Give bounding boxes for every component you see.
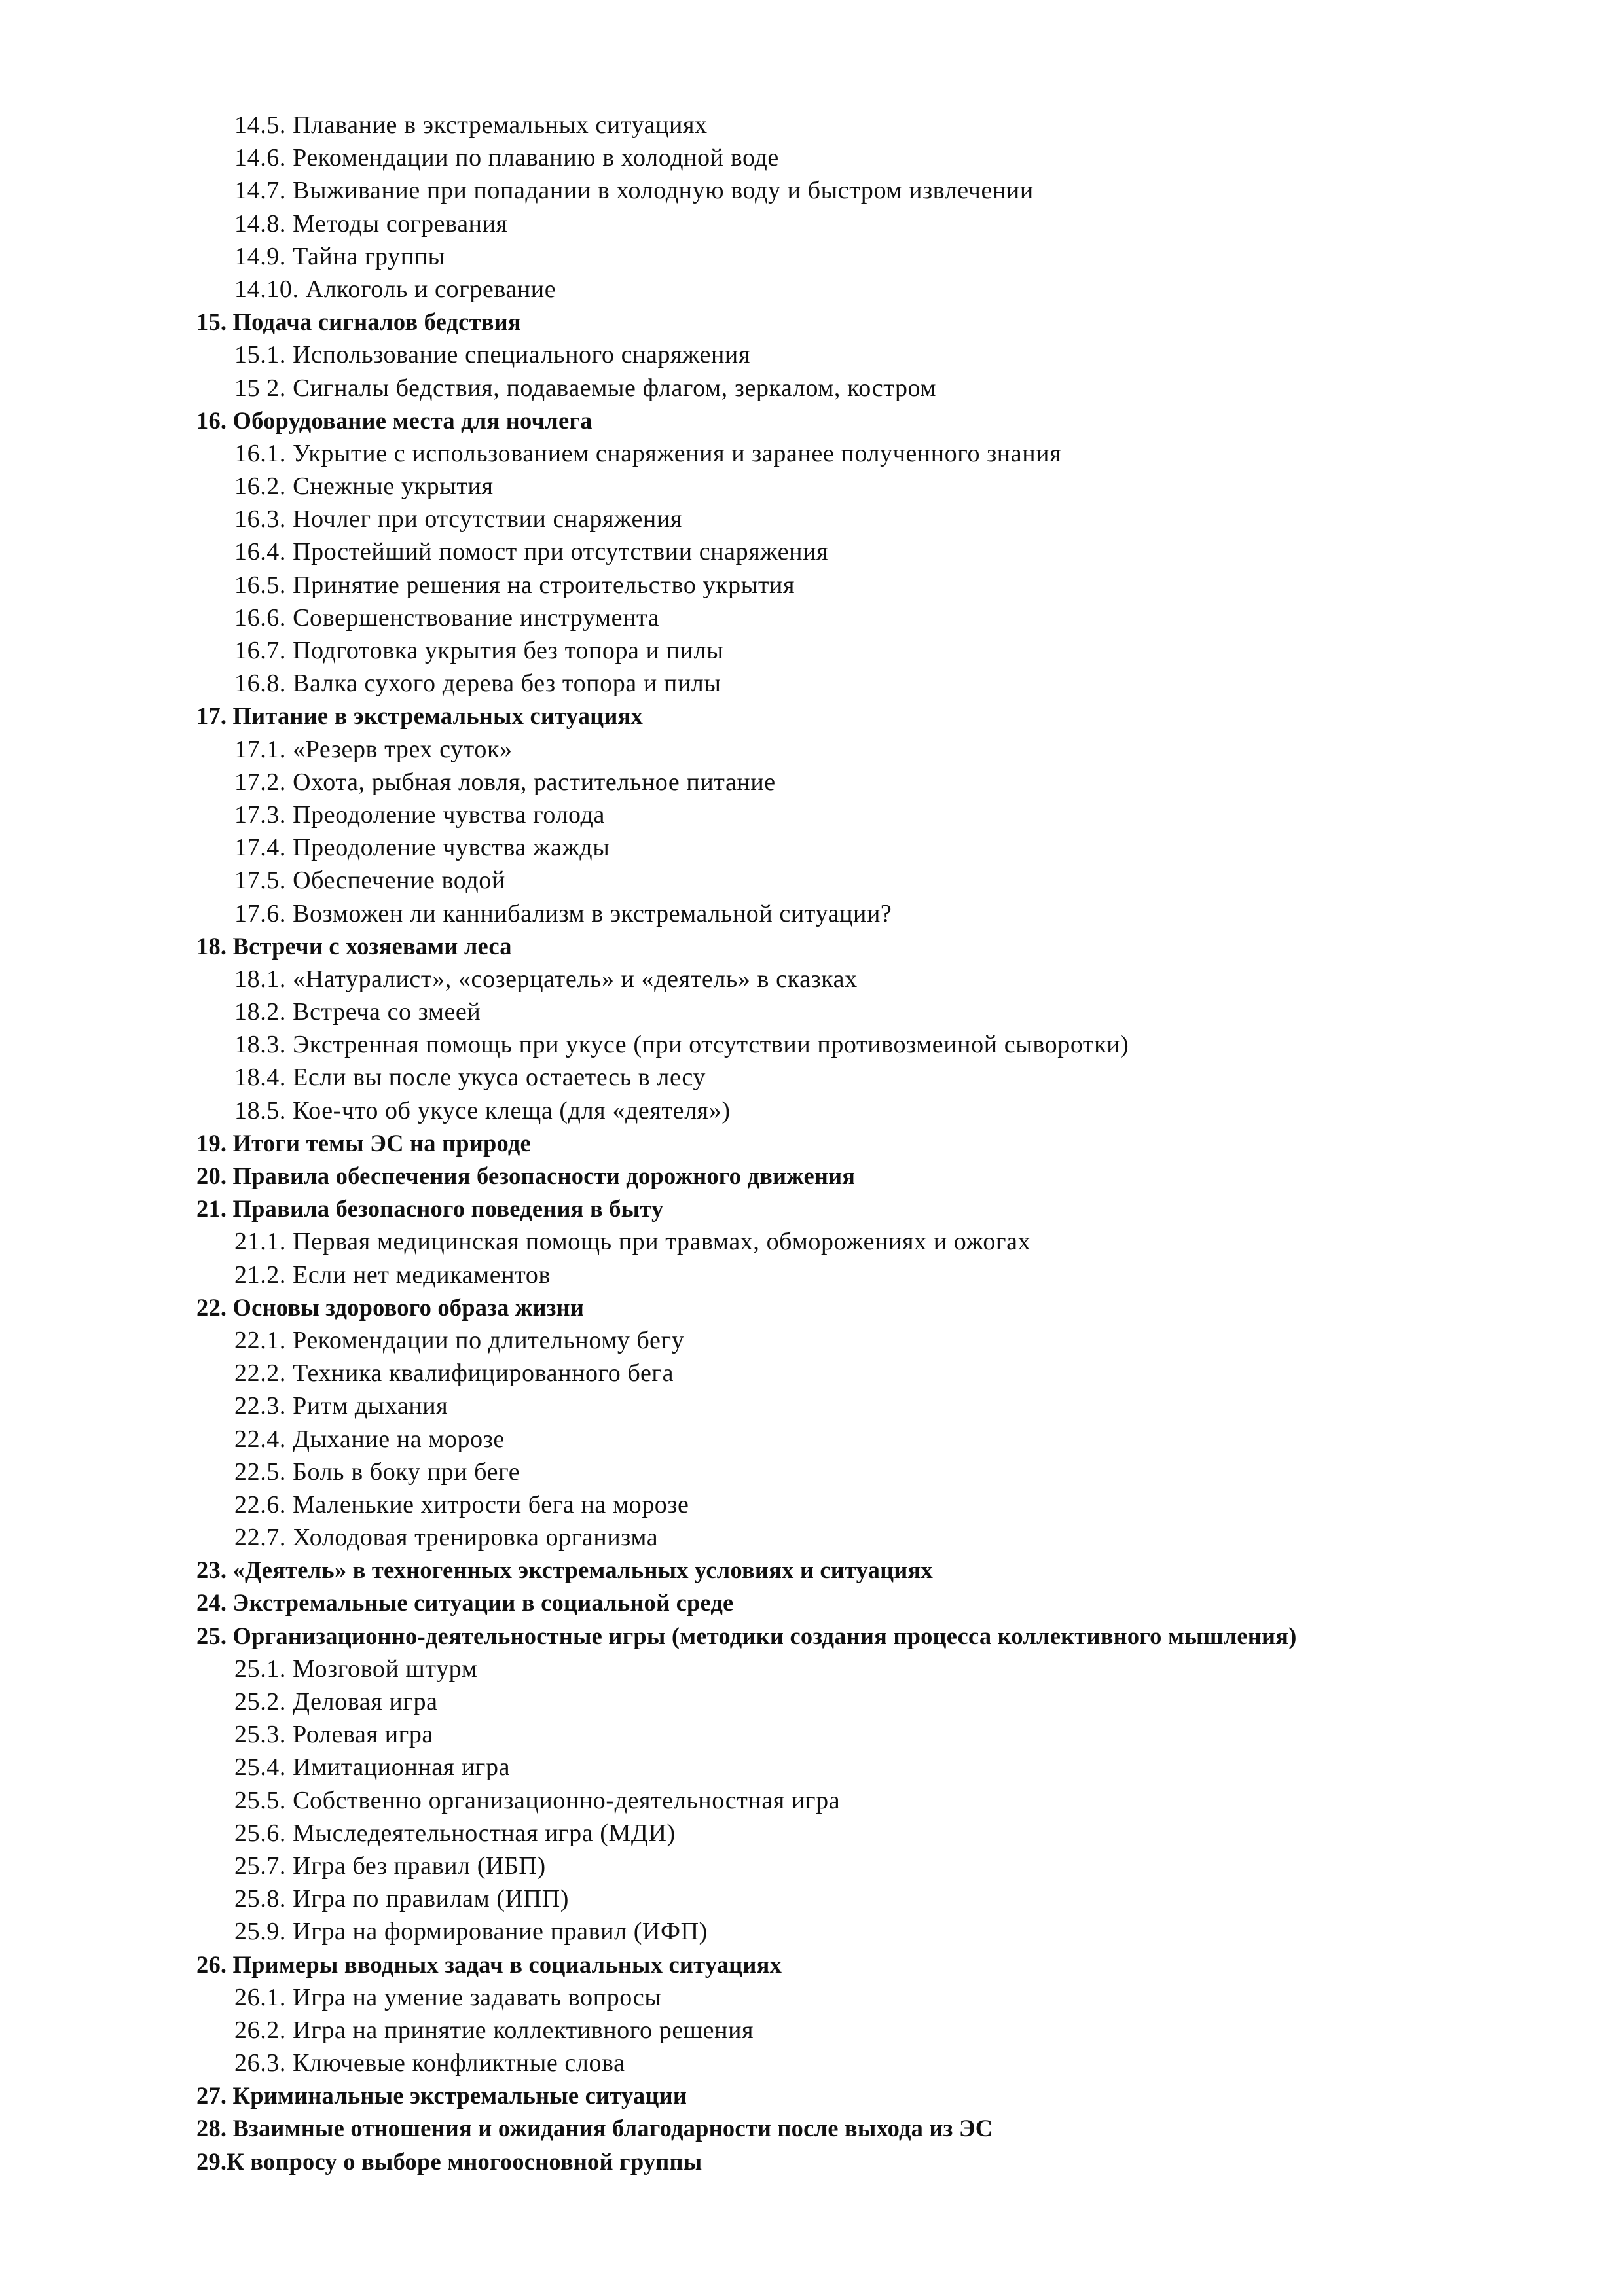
toc-subsection-item: 25.7. Игра без правил (ИБП) <box>234 1852 546 1880</box>
toc-subsection-item: 21.2. Если нет медикаментов <box>234 1261 551 1289</box>
toc-subsection-item: 16.8. Валка сухого дерева без топора и пилы <box>234 670 721 698</box>
toc-subsection-item: 25.9. Игра на формирование правил (ИФП) <box>234 1918 708 1946</box>
toc-chapter-heading: 18. Встречи с хозяевами леса <box>196 932 512 960</box>
toc-subsection-item: 18.2. Встреча со змеей <box>234 998 481 1026</box>
toc-subsection-item: 26.2. Игра на принятие коллективного решения <box>234 2016 754 2044</box>
toc-subsection-item: 25.2. Деловая игра <box>234 1688 438 1715</box>
toc-chapter-heading: 21. Правила безопасного поведения в быту <box>196 1195 664 1223</box>
toc-subsection-item: 25.5. Собственно организационно-деятельностная игра <box>234 1786 841 1814</box>
toc-subsection-item: 17.6. Возможен ли каннибализм в экстремальной ситуации? <box>234 899 892 927</box>
toc-chapter-heading: 17. Питание в экстремальных ситуациях <box>196 702 644 730</box>
toc-subsection-item: 18.5. Кое-что об укусе клеща (для «деятеля») <box>234 1096 731 1124</box>
toc-subsection-item: 17.4. Преодоление чувства жажды <box>234 834 610 862</box>
toc-subsection-item: 25.1. Мозговой штурм <box>234 1655 478 1683</box>
table-of-contents <box>0 109 1623 2178</box>
toc-subsection-item: 14.9. Тайна группы <box>234 242 445 270</box>
toc-subsection-item: 16.1. Укрытие с использованием снаряжения и заранее полученного знания <box>234 439 1062 467</box>
toc-subsection-item: 18.3. Экстренная помощь при укусе (при отсутствии противозмеиной сыворотки) <box>234 1031 1129 1059</box>
toc-subsection-item: 14.5. Плавание в экстремальных ситуациях <box>234 111 708 139</box>
toc-chapter-heading: 15. Подача сигналов бедствия <box>196 308 521 336</box>
toc-subsection-item: 22.5. Боль в боку при беге <box>234 1458 520 1486</box>
toc-subsection-item: 17.2. Охота, рыбная ловля, растительное питание <box>234 768 776 796</box>
toc-subsection-item: 25.6. Мыследеятельностная игра (МДИ) <box>234 1819 676 1847</box>
toc-chapter-heading: 29.К вопросу о выборе многоосновной группы <box>196 2147 702 2175</box>
toc-subsection-item: 25.8. Игра по правилам (ИПП) <box>234 1885 570 1913</box>
toc-subsection-item: 22.7. Холодовая тренировка организма <box>234 1524 659 1552</box>
toc-subsection-item: 21.1. Первая медицинская помощь при травмах, обморожениях и ожогах <box>234 1228 1031 1256</box>
toc-subsection-item: 22.1. Рекомендации по длительному бегу <box>234 1326 685 1354</box>
toc-subsection-item: 22.4. Дыхание на морозе <box>234 1425 505 1453</box>
toc-chapter-heading: 24. Экстремальные ситуации в социальной среде <box>196 1589 734 1617</box>
toc-subsection-item: 16.4. Простейший помост при отсутствии снаряжения <box>234 538 829 566</box>
toc-subsection-item: 16.2. Снежные укрытия <box>234 473 494 501</box>
toc-chapter-heading: 22. Основы здорового образа жизни <box>196 1293 585 1321</box>
toc-subsection-item: 25.4. Имитационная игра <box>234 1753 511 1782</box>
toc-subsection-item: 22.6. Маленькие хитрости бега на морозе <box>234 1490 689 1518</box>
toc-subsection-item: 16.3. Ночлег при отсутствии снаряжения <box>234 505 682 533</box>
toc-subsection-item: 16.7. Подготовка укрытия без топора и пилы <box>234 637 724 664</box>
toc-chapter-heading: 20. Правила обеспечения безопасности дорожного движения <box>196 1162 856 1189</box>
toc-subsection-item: 14.7. Выживание при попадании в холодную воду и быстром извлечении <box>234 177 1034 205</box>
toc-chapter-heading: 23. «Деятель» в техногенных экстремальных условиях и ситуациях <box>196 1556 933 1584</box>
toc-subsection-item: 17.1. «Резерв трех суток» <box>234 735 513 763</box>
toc-chapter-heading: 19. Итоги темы ЭС на природе <box>196 1129 531 1157</box>
toc-subsection-item: 15 2. Сигналы бедствия, подаваемые флагом, зеркалом, костром <box>234 374 937 402</box>
toc-chapter-heading: 25. Организационно-деятельностные игры (методики создания процесса коллективного мышления) <box>196 1622 1297 1649</box>
toc-subsection-item: 26.1. Игра на умение задавать вопросы <box>234 1983 662 2011</box>
toc-chapter-heading: 26. Примеры вводных задач в социальных ситуациях <box>196 1950 782 1978</box>
toc-subsection-item: 16.6. Совершенствование инструмента <box>234 603 660 632</box>
toc-subsection-item: 16.5. Принятие решения на строительство укрытия <box>234 571 795 599</box>
toc-subsection-item: 15.1. Использование специального снаряжения <box>234 341 750 369</box>
toc-subsection-item: 17.5. Обеспечение водой <box>234 867 505 895</box>
toc-subsection-item: 18.1. «Натуралист», «созерцатель» и «деятель» в сказках <box>234 965 858 993</box>
toc-chapter-heading: 16. Оборудование места для ночлега <box>196 406 593 434</box>
toc-chapter-heading: 27. Криминальные экстремальные ситуации <box>196 2082 687 2109</box>
toc-subsection-item: 18.4. Если вы после укуса остаетесь в лесу <box>234 1064 706 1092</box>
toc-subsection-item: 14.6. Рекомендации по плаванию в холодной воде <box>234 144 779 172</box>
toc-subsection-item: 22.3. Ритм дыхания <box>234 1392 448 1420</box>
toc-subsection-item: 25.3. Ролевая игра <box>234 1721 433 1749</box>
toc-subsection-item: 22.2. Техника квалифицированного бега <box>234 1359 674 1388</box>
toc-subsection-item: 14.8. Методы согревания <box>234 209 508 238</box>
toc-subsection-item: 26.3. Ключевые конфликтные слова <box>234 2049 625 2077</box>
toc-subsection-item: 14.10. Алкоголь и согревание <box>234 275 556 303</box>
toc-chapter-heading: 28. Взаимные отношения и ожидания благодарности после выхода из ЭС <box>196 2115 993 2142</box>
toc-subsection-item: 17.3. Преодоление чувства голода <box>234 800 605 829</box>
